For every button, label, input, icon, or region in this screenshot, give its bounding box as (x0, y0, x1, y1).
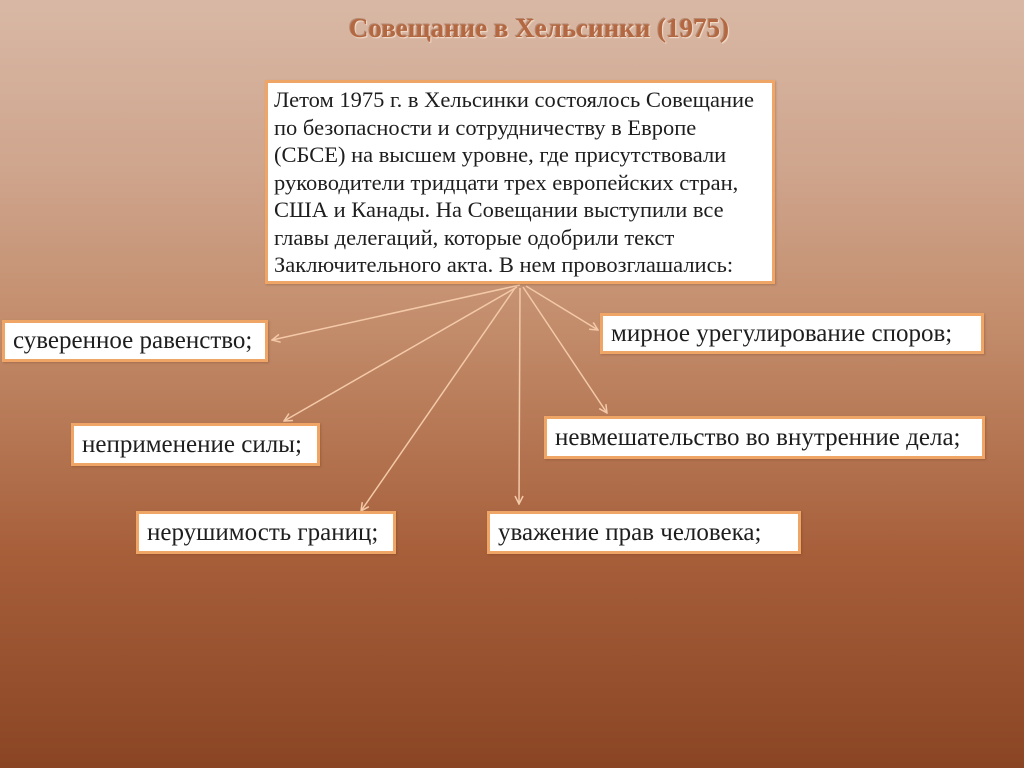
arrow-to-human-rights (519, 288, 520, 504)
intro-line: США и Канады. На Совещании выступили все (274, 197, 724, 222)
arrow-to-non-intervention (523, 287, 607, 413)
principle-human-rights (487, 511, 801, 554)
principle-label: мирное урегулирование споров; (611, 319, 953, 347)
principle-label: неприменение силы; (82, 430, 302, 458)
arrow-to-sovereign-equality (272, 285, 520, 340)
intro-line: Летом 1975 г. в Хельсинки состоялось Совещание (274, 87, 755, 112)
arrow-to-inviolability-of-borders (361, 288, 515, 511)
intro-text-box (265, 80, 775, 284)
principle-label: уважение прав человека; (498, 518, 762, 546)
principle-non-intervention (544, 416, 985, 459)
principle-sovereign-equality (2, 320, 268, 362)
intro-line: Заключительного акта. В нем провозглашались: (274, 252, 734, 277)
principle-label: нерушимость границ; (147, 518, 379, 546)
intro-line: по безопасности и сотрудничеству в Европе (274, 114, 697, 140)
intro-line: руководители тридцати трех европейских стран, (274, 169, 739, 195)
principle-label: суверенное равенство; (13, 327, 253, 354)
intro-line: (СБСЕ) на высшем уровне, где присутствовали (274, 142, 727, 167)
arrow-to-non-use-of-force (284, 287, 517, 421)
principle-peaceful-settlement (600, 313, 984, 354)
arrow-to-peaceful-settlement (526, 286, 598, 330)
principle-label: невмешательство во внутренние дела; (555, 423, 961, 451)
intro-line: главы делегаций, которые одобрили текст (274, 224, 675, 250)
slide-title: Совещание в Хельсинки (1975) (348, 13, 730, 43)
principle-inviolability-of-borders (136, 511, 396, 554)
principle-non-use-of-force (71, 423, 320, 466)
